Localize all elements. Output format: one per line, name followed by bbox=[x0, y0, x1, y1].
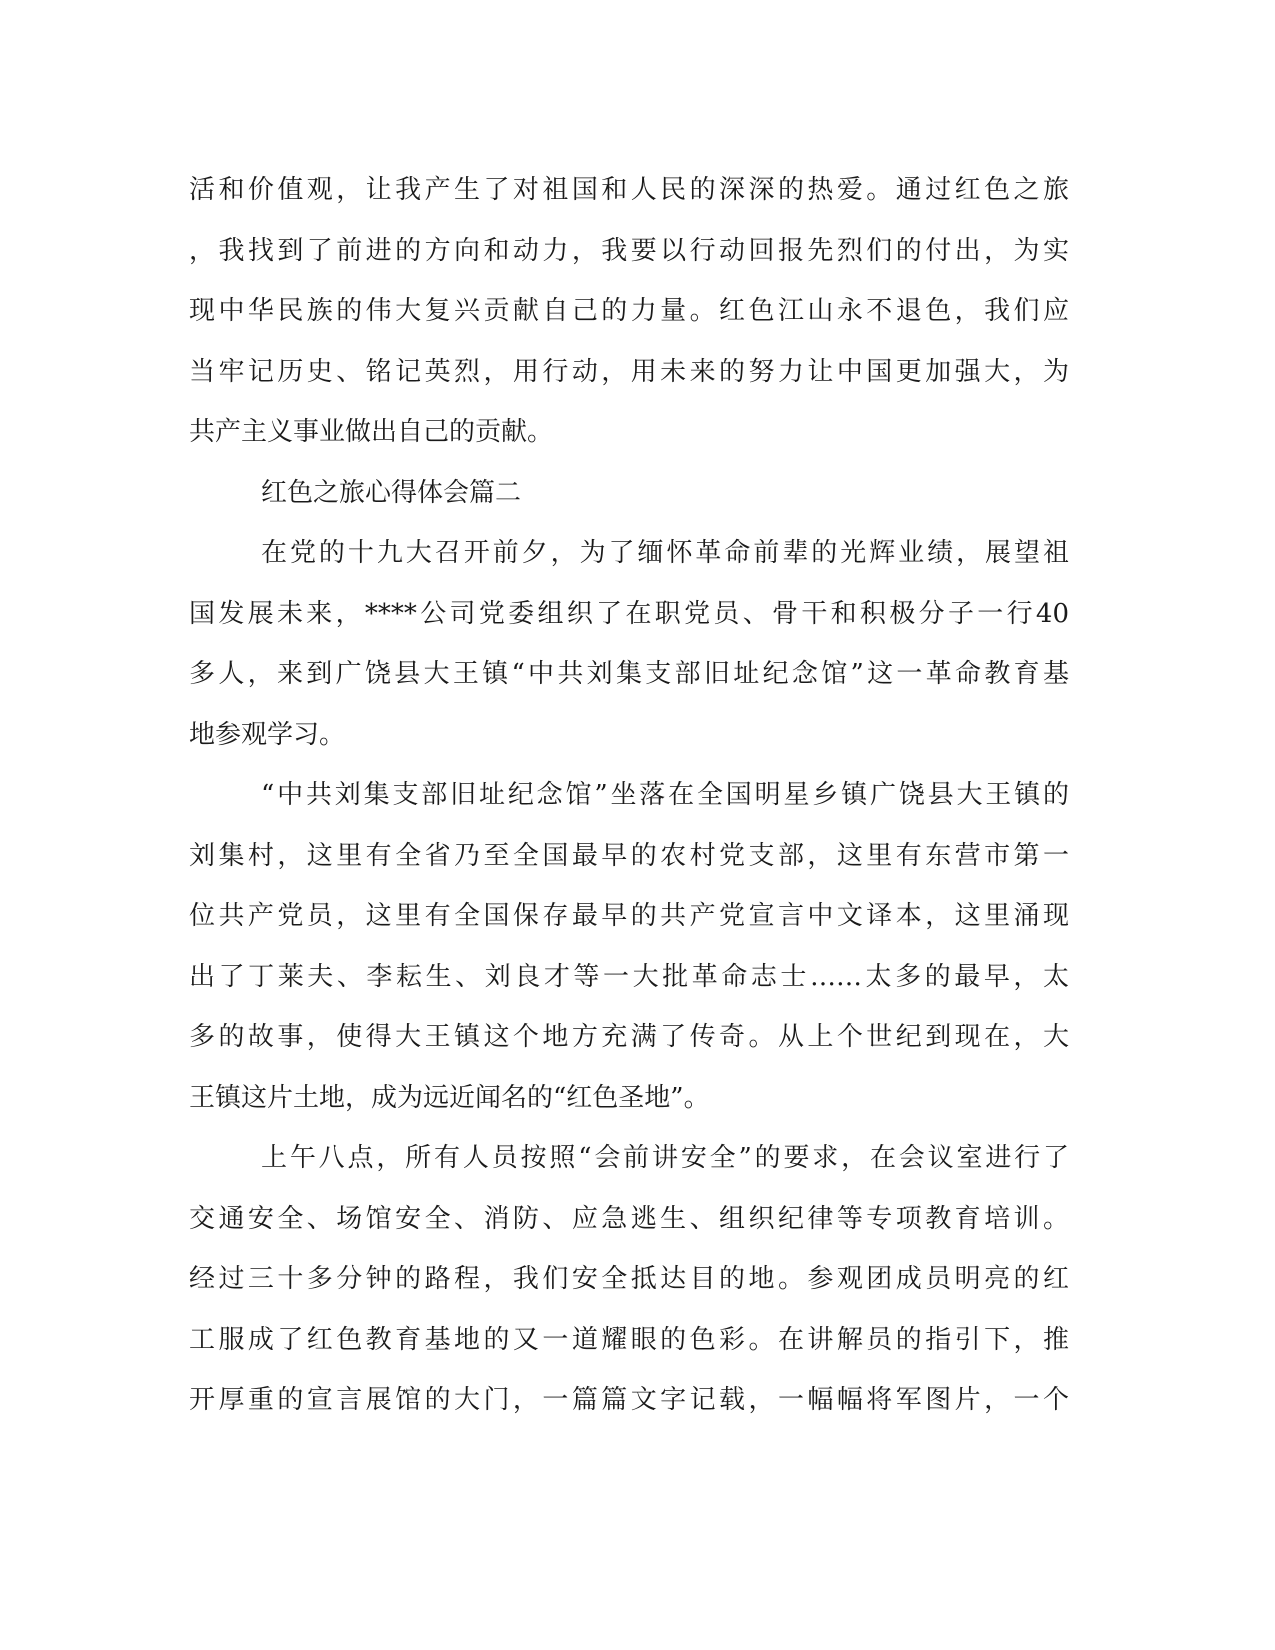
text-line: 经过三十多分钟的路程，我们安全抵达目的地。参观团成员明亮的红 bbox=[189, 1264, 1069, 1294]
text-line: ，我找到了前进的方向和动力，我要以行动回报先烈们的付出，为实 bbox=[189, 235, 1069, 266]
text-line: 工服成了红色教育基地的又一道耀眼的色彩。在讲解员的指引下，推 bbox=[189, 1324, 1069, 1355]
text-line: 交通安全、场馆安全、消防、应急逃生、组织纪律等专项教育培训。 bbox=[189, 1203, 1069, 1234]
text-line: 活和价值观，让我产生了对祖国和人民的深深的热爱。通过红色之旅 bbox=[189, 175, 1069, 205]
text-line: 王镇这片土地，成为远近闻名的“红色圣地”。 bbox=[189, 1082, 710, 1113]
text-line: 地参观学习。 bbox=[189, 719, 346, 750]
text-line: 国发展未来，****公司党委组织了在职党员、骨干和积极分子一行40 bbox=[189, 598, 1069, 629]
text-line: 出了丁莱夫、李耘生、刘良才等一大批革命志士……太多的最早，太 bbox=[189, 961, 1069, 992]
text-line: 多的故事，使得大王镇这个地方充满了传奇。从上个世纪到现在，大 bbox=[189, 1022, 1069, 1052]
section-heading: 红色之旅心得体会篇二 bbox=[261, 477, 522, 508]
text-line: 开厚重的宣言展馆的大门，一篇篇文字记载，一幅幅将军图片，一个 bbox=[189, 1385, 1069, 1415]
text-line: 在党的十九大召开前夕，为了缅怀革命前辈的光辉业绩，展望祖 bbox=[261, 538, 1069, 568]
text-line: 共产主义事业做出自己的贡献。 bbox=[189, 417, 554, 447]
text-line: 当牢记历史、铭记英烈，用行动，用未来的努力让中国更加强大，为 bbox=[189, 356, 1069, 387]
text-line: 多人，来到广饶县大王镇“中共刘集支部旧址纪念馆”这一革命教育基 bbox=[189, 659, 1069, 689]
document-body bbox=[189, 160, 1069, 1431]
text-line: 刘集村，这里有全省乃至全国最早的农村党支部，这里有东营市第一 bbox=[189, 840, 1069, 871]
text-line: 上午八点，所有人员按照“会前讲安全”的要求，在会议室进行了 bbox=[261, 1143, 1069, 1173]
text-line: 现中华民族的伟大复兴贡献自己的力量。红色江山永不退色，我们应 bbox=[189, 296, 1069, 326]
text-line: “中共刘集支部旧址纪念馆”坐落在全国明星乡镇广饶县大王镇的 bbox=[261, 780, 1069, 810]
text-line: 位共产党员，这里有全国保存最早的共产党宣言中文译本，这里涌现 bbox=[189, 901, 1069, 931]
